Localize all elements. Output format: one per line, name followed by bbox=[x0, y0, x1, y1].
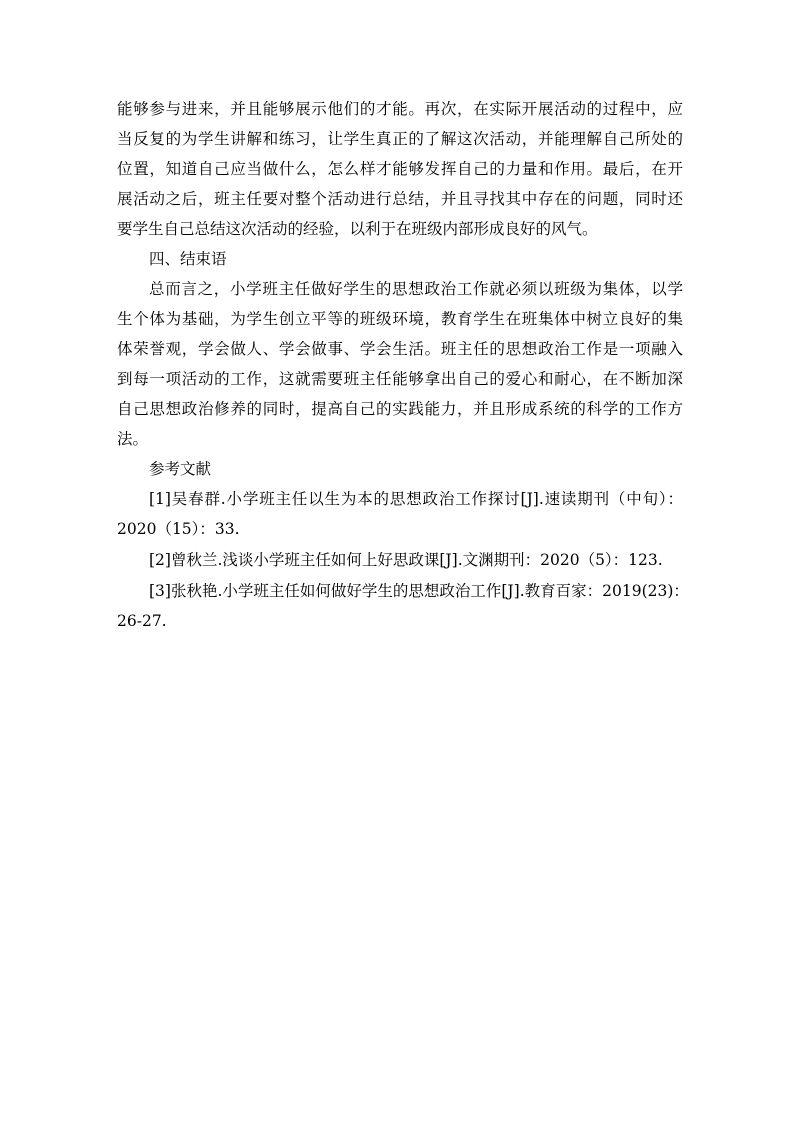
paragraph-line: 法。 bbox=[117, 430, 149, 448]
paragraph-line: 到每一项活动的工作，这就需要班主任能够拿出自己的爱心和耐心，在不断加深 bbox=[117, 370, 683, 388]
reference-item bbox=[117, 545, 683, 575]
references-list bbox=[117, 484, 689, 636]
paragraph-line: 位置，知道自己应当做什么，怎么样才能够发挥自己的力量和作用。最后，在开 bbox=[117, 160, 683, 178]
paragraph-continuation bbox=[117, 94, 683, 244]
paragraph-line: 体荣誉观，学会做人、学会做事、学会生活。班主任的思想政治工作是一项融入 bbox=[117, 340, 683, 358]
section-heading-conclusion: 四、结束语 bbox=[149, 250, 227, 268]
paragraph-line: 展活动之后，班主任要对整个活动进行总结，并且寻找其中存在的问题，同时还 bbox=[117, 190, 683, 208]
reference-line: 26-27. bbox=[117, 612, 167, 630]
reference-line: [1]吴春群.小学班主任以生为本的思想政治工作探讨[J].速读期刊（中旬）： bbox=[149, 490, 683, 508]
reference-item bbox=[117, 484, 683, 544]
paragraph-line: 当反复的为学生讲解和练习，让学生真正的了解这次活动，并能理解自己所处的 bbox=[117, 130, 683, 148]
conclusion-paragraph bbox=[117, 274, 683, 454]
paragraph-line: 要学生自己总结这次活动的经验，以利于在班级内部形成良好的风气。 bbox=[117, 220, 598, 238]
paragraph-line: 能够参与进来，并且能够展示他们的才能。再次，在实际开展活动的过程中，应 bbox=[117, 100, 683, 118]
paragraph-line: 总而言之，小学班主任做好学生的思想政治工作就必须以班级为集体，以学 bbox=[149, 280, 683, 298]
paragraph-line: 自己思想政治修养的同时，提高自己的实践能力，并且形成系统的科学的工作方 bbox=[117, 400, 683, 418]
reference-line: [2]曾秋兰.浅谈小学班主任如何上好思政课[J].文渊期刊：2020（5）：123. bbox=[149, 551, 663, 569]
references-heading: 参考文献 bbox=[149, 460, 212, 478]
reference-line: 2020（15）：33. bbox=[117, 520, 240, 538]
reference-item bbox=[117, 576, 689, 636]
reference-line: [3]张秋艳.小学班主任如何做好学生的思想政治工作[J].教育百家：2019(23)： bbox=[149, 582, 689, 600]
paragraph-line: 生个体为基础，为学生创立平等的班级环境，教育学生在班集体中树立良好的集 bbox=[117, 310, 683, 328]
